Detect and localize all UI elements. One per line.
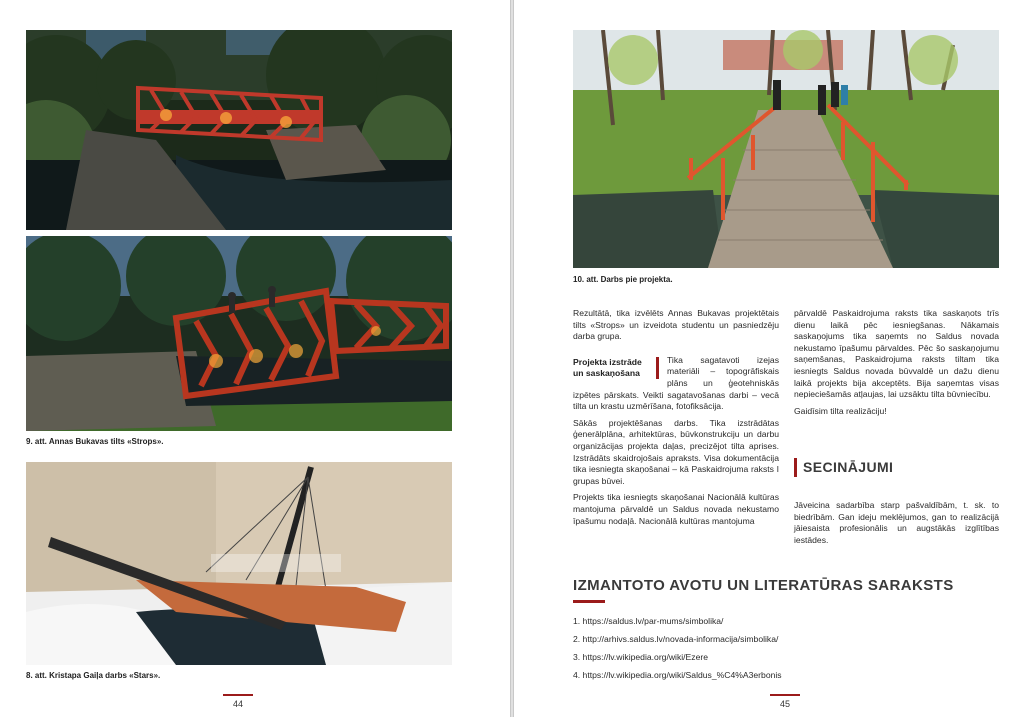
bridge-render-night-icon (26, 30, 452, 230)
page-number-accent (223, 694, 253, 696)
bridge-model-icon (26, 462, 452, 665)
reference-link[interactable]: 4. https://lv.wikipedia.org/wiki/Saldus_%C4%A3erbonis (573, 670, 782, 680)
paragraph-2: Sākās projektēšanas darbs. Tika izstrādātas ģenerālplāna, arhitektūras, būvkonstrukciju un darbu organizācijas projekta daļas, precizējot tilta aprises. Izstrādāts skaidrojošais apraksts. Visa dokumentācija tika iesniegta skaņošanai – kā Paskaidrojuma raksts I grupas būvei. (573, 417, 779, 486)
references-underline (573, 600, 605, 603)
page-number-left: 44 (232, 699, 243, 709)
intro-paragraph: Rezultātā, tika izvēlēts Annas Bukavas projektētais tilts «Strops» un izveidota studentu un pasniedzēju darba grupa. (573, 308, 779, 342)
reference-link[interactable]: 3. https://lv.wikipedia.org/wiki/Ezere (573, 652, 709, 662)
figure-8-caption: 8. att. Kristapa Gaiļa darbs «Stars». (26, 671, 161, 680)
references-heading: IZMANTOTO AVOTU UN LITERATŪRAS SARAKSTS (573, 577, 954, 594)
subheading-project: Projekta izstrāde un saskaņošana (573, 357, 659, 379)
figure-10-caption: 10. att. Darbs pie projekta. (573, 275, 673, 284)
page-number-right: 45 (779, 699, 790, 709)
text-column-2 (794, 308, 999, 422)
section-block (573, 355, 779, 413)
paragraph-3: Projekts tika iesniegts skaņošanai Nacionālā kultūras mantojuma pārvaldē un Saldus novada nekustamo īpašumu nodaļā. Nacionālā kultūras mantojuma (573, 492, 779, 526)
references-list (573, 612, 782, 684)
park-bridge-photo-icon (573, 30, 999, 268)
paragraph-4: pārvaldē Paskaidrojuma raksts tika saskaņots trīs dienu laikā pēc iesniegšanas. Nākamais saskaņojums tika saņemts no Saldus novada nekustamo īpašumu pārvaldes. Pēc šo saskaņojumu saņemšanas, Paskaidrojuma raksts tiltam tika iesniegts Saldus novada būvvaldē un dažu dienu laikā projekts bija akceptēts. Bija saņemtas visas nepieciešamās atļaujas, lai uzsāktu tilta būvniecību. (794, 308, 999, 400)
figure-9-caption: 9. att. Annas Bukavas tilts «Strops». (26, 437, 164, 446)
conclusions-text: Jāveicina sadarbība starp pašvaldībām, t. sk. to biedrībām. Gan ideju meklējumos, gan to realizācijā jāiesaista profesionālis un augstākās izglītības iestādes. (794, 500, 999, 545)
page-number-accent (770, 694, 800, 696)
reference-link[interactable]: 1. https://saldus.lv/par-mums/simbolika/ (573, 616, 724, 626)
reference-link[interactable]: 2. http://arhivs.saldus.lv/novada-informacija/simbolika/ (573, 634, 779, 644)
conclusions-heading: SECINĀJUMI (803, 459, 894, 475)
conclusions-accent-bar (794, 458, 797, 477)
text-column-1 (573, 308, 779, 532)
bridge-render-dusk-icon (26, 236, 452, 431)
paragraph-5: Gaidīsim tilta realizāciju! (794, 405, 887, 416)
paragraph-1: Tika sagatavoti izejas materiāli – topogrāfiskais plāns un ģeotehniskās izpētes pārskats. Veikti sagatavošanas darbi – vecā tilta un krastu uzmērīšana, fotofiksācija. (573, 354, 779, 412)
